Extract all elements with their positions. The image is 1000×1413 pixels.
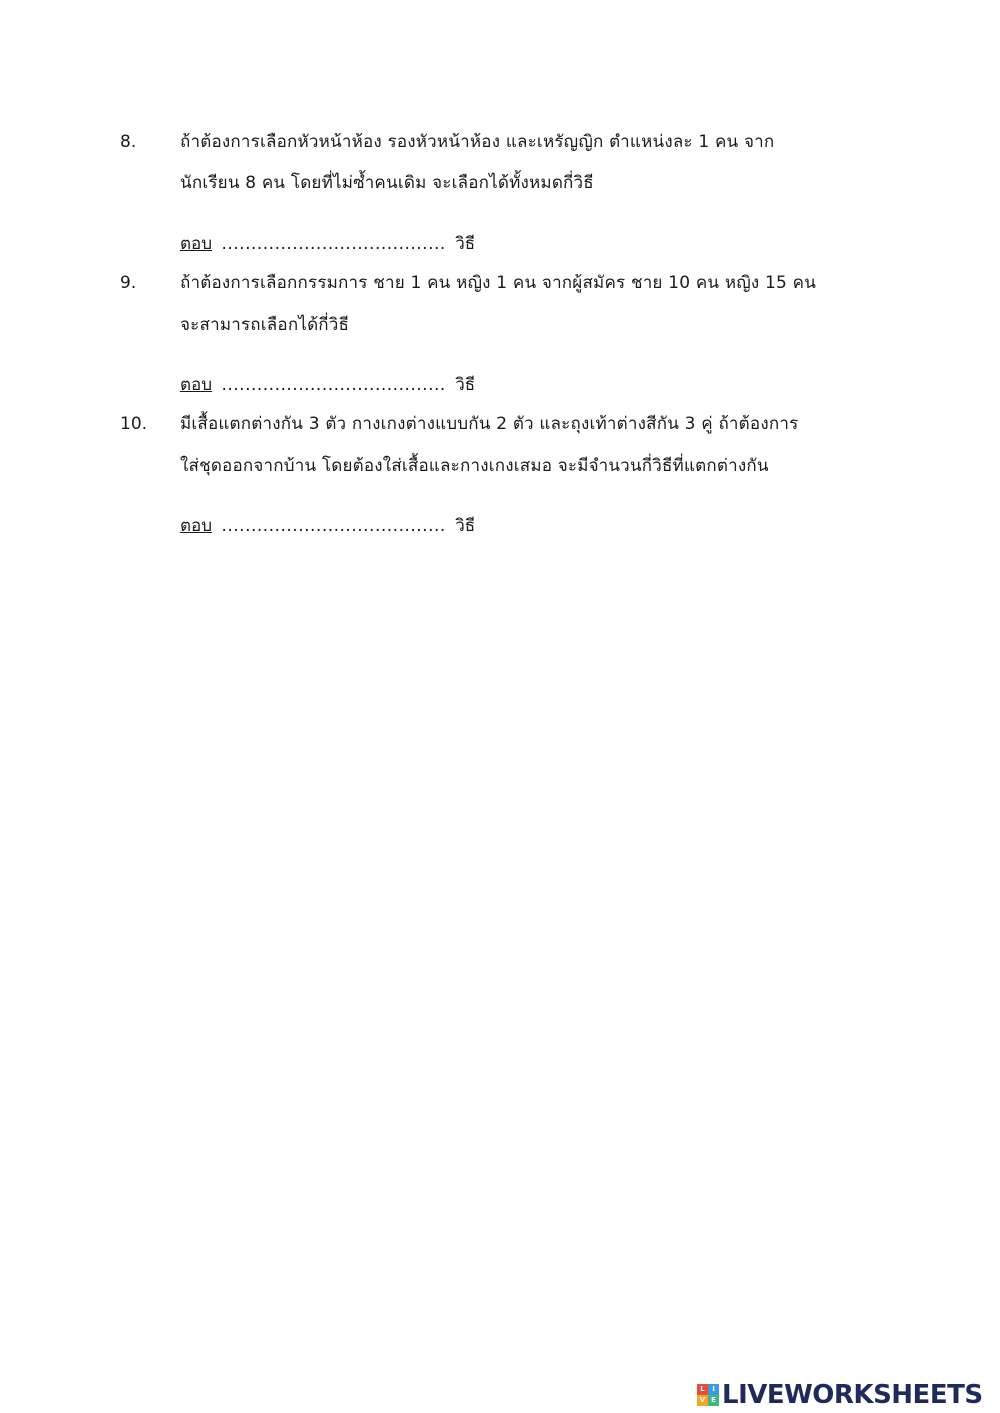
question-text-line-2: จะสามารถเลือกได้กี่วิธี: [180, 315, 350, 335]
logo-text: LIVEWORKSHEETS: [722, 1380, 983, 1410]
question-text-line-1: ถ้าต้องการเลือกกรรมการ ชาย 1 คน หญิง 1 คน จากผู้สมัคร ชาย 10 คน หญิง 15 คน: [180, 273, 817, 293]
logo-mark-letter: E: [708, 1395, 719, 1406]
question-text-line-2: นักเรียน 8 คน โดยที่ไม่ซ้ำคนเดิม จะเลือกได้ทั้งหมดกี่วิธี: [180, 173, 594, 193]
liveworksheets-logo: [697, 1378, 983, 1412]
question-number: 9.: [120, 273, 137, 293]
answer-blank[interactable]: ......................................: [221, 234, 446, 254]
answer-label: ตอบ: [180, 234, 213, 254]
question-text-line-1: ถ้าต้องการเลือกหัวหน้าห้อง รองหัวหน้าห้อง และเหรัญญิก ตำแหน่งละ 1 คน จาก: [180, 132, 775, 152]
answer-label: ตอบ: [180, 375, 213, 395]
question-number: 8.: [120, 132, 137, 152]
question-text-line-1: มีเสื้อแตกต่างกัน 3 ตัว กางเกงต่างแบบกัน 2 ตัว และถุงเท้าต่างสีกัน 3 คู่ ถ้าต้องการ: [180, 414, 799, 434]
logo-mark-letter: L: [697, 1384, 708, 1395]
answer-blank[interactable]: ......................................: [221, 516, 446, 536]
answer-unit: วิธี: [455, 234, 476, 254]
answer-row[interactable]: [180, 367, 475, 403]
logo-mark-letter: V: [697, 1395, 708, 1406]
question-text-line-2: ใส่ชุดออกจากบ้าน โดยต้องใส่เสื้อและกางเกงเสมอ จะมีจำนวนกี่วิธีที่แตกต่างกัน: [180, 456, 769, 476]
answer-blank[interactable]: ......................................: [221, 375, 446, 395]
answer-row[interactable]: [180, 508, 475, 544]
answer-label: ตอบ: [180, 516, 213, 536]
answer-unit: วิธี: [455, 375, 476, 395]
answer-unit: วิธี: [455, 516, 476, 536]
logo-mark-icon: [697, 1384, 719, 1406]
question-number: 10.: [120, 414, 148, 434]
logo-mark-letter: I: [708, 1384, 719, 1395]
answer-row[interactable]: [180, 226, 475, 262]
